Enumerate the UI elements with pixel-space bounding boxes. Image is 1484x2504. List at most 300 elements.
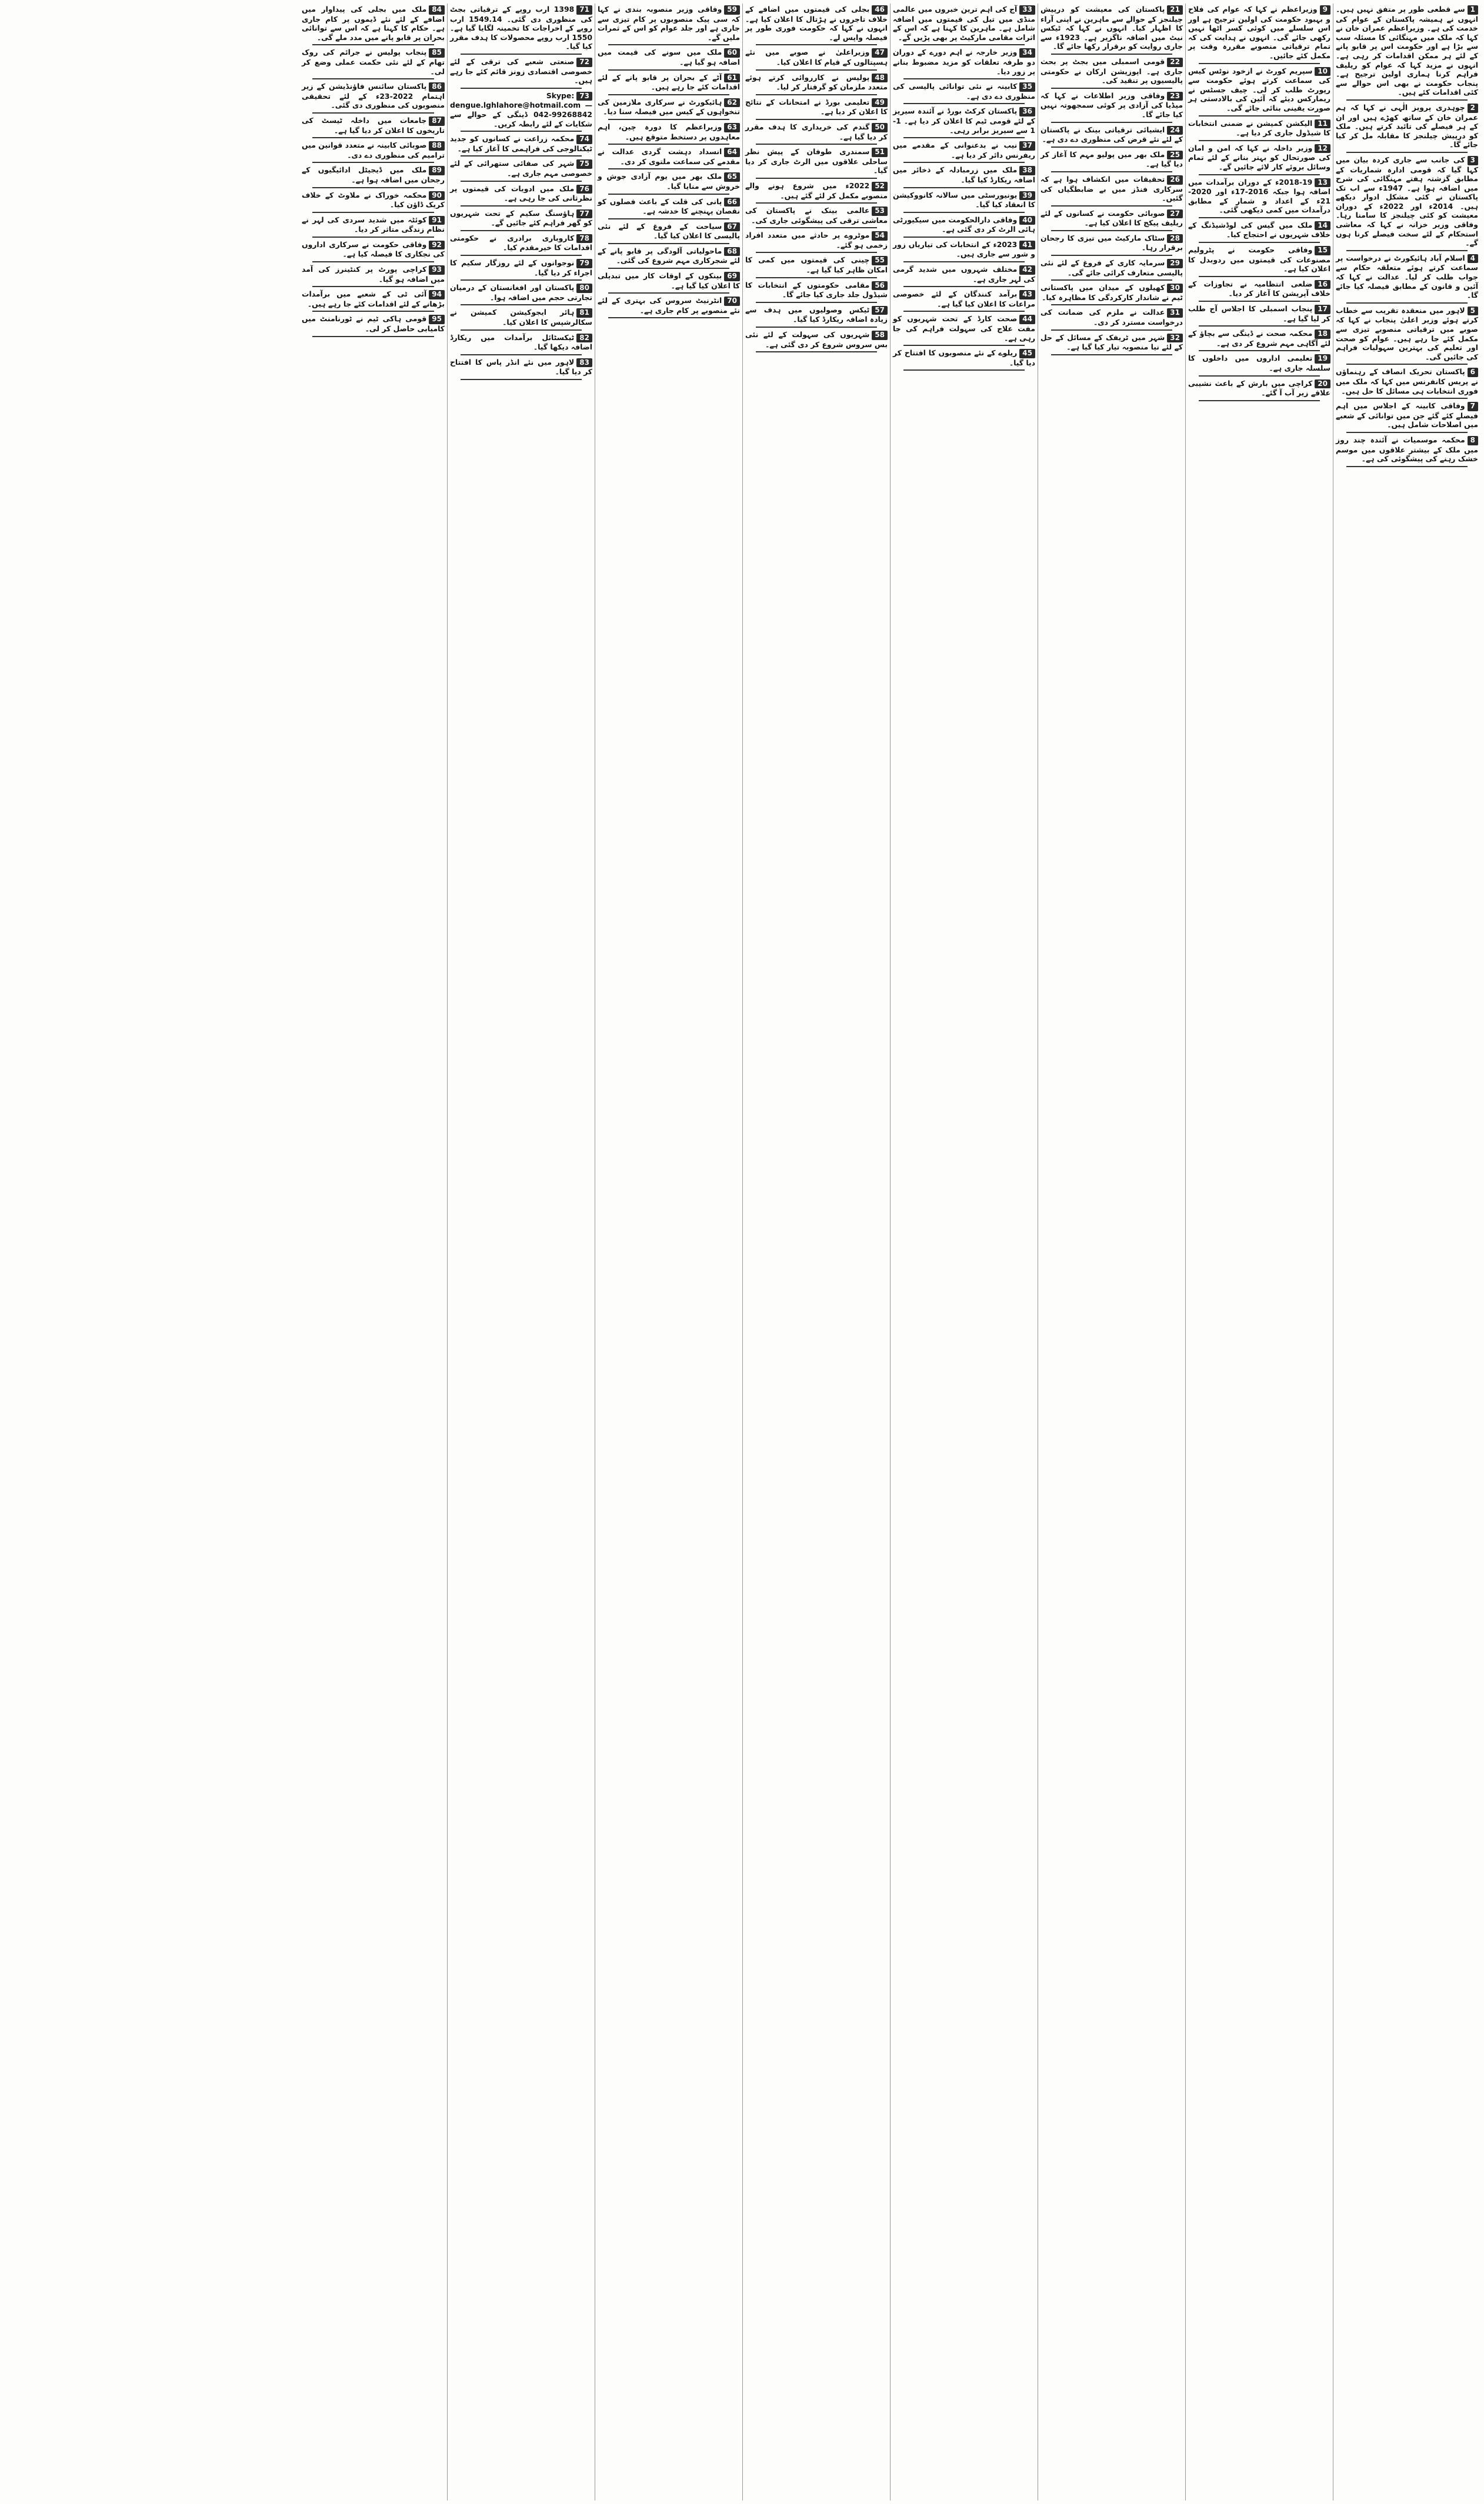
item-body-text: پاکستان کرکٹ بورڈ نے آئندہ سیریز کے لئے قومی ٹیم کا اعلان کر دیا ہے۔ 1-1 سے سیریز برابر رہی۔ (893, 106, 1035, 135)
news-item (745, 206, 888, 225)
item-divider (1199, 217, 1320, 218)
item-body-text: تعلیمی بورڈ نے امتحانات کے نتائج کا اعلان کر دیا ہے۔ (745, 97, 888, 116)
item-body-text: کوئٹہ میں شدید سردی کی لہر نے نظام زندگی متاثر کر دیا۔ (302, 215, 445, 234)
item-body-text: وفاقی حکومت نے سرکاری اداروں کی نجکاری کا فیصلہ کیا ہے۔ (302, 239, 445, 259)
item-number-badge: 16 (1315, 280, 1330, 289)
news-item (450, 358, 592, 377)
news-item (1336, 5, 1478, 97)
item-number-badge: 54 (872, 231, 888, 241)
item-body-text: عدالت نے ملزم کی ضمانت کی درخواست مسترد کر دی۔ (1041, 308, 1183, 327)
news-item (893, 165, 1035, 184)
news-item (302, 314, 445, 333)
news-item (302, 116, 445, 135)
news-item (1041, 283, 1183, 302)
item-divider (756, 119, 877, 120)
item-number-badge: 77 (576, 209, 592, 219)
news-item (745, 147, 888, 175)
item-body-text: کی جانب سے جاری کردہ بیان میں کہا گیا کہ قومی ادارہ شماریات کے مطابق گزشتہ ہفتے مہنگائی کی شرح میں اضافہ ہوا ہے۔ 1947ء سے اب تک پاکستان نے کئی مشکل ادوار دیکھے ہیں۔ 2014ء اور 2022ء کے دوران معیشت کو کئی چیلنجز کا سامنا رہا۔ وفاقی وزیر خزانہ نے کہا کہ معاشی استحکام کے لئے سخت فیصلے کرنا ہوں گے۔ (1336, 155, 1478, 248)
item-body-text: کھیلوں کے میدان میں پاکستانی ٹیم نے شاندار کارکردگی کا مظاہرہ کیا۔ (1041, 283, 1183, 302)
item-body-text: موٹروے پر حادثے میں متعدد افراد زخمی ہو گئے۔ (745, 231, 888, 249)
news-item (893, 265, 1035, 284)
item-body-text: بینکوں کے اوقات کار میں تبدیلی کا اعلان کیا گیا ہے۔ (598, 271, 740, 290)
item-number-badge: 8 (1468, 436, 1478, 445)
news-item (302, 141, 445, 159)
item-number-badge: 13 (1315, 178, 1330, 188)
item-number-badge: 75 (576, 159, 592, 169)
item-body-text: لاہور میں نئے انڈر پاس کا افتتاح کر دیا گیا۔ (450, 357, 592, 377)
news-item (893, 215, 1035, 234)
item-number-badge: 35 (1019, 82, 1035, 92)
columns-container (4, 4, 1480, 2500)
item-body-text: پاکستان اور افغانستان کے درمیان تجارتی حجم میں اضافہ ہوا۔ (450, 283, 592, 302)
news-item (1041, 5, 1183, 51)
news-item (1041, 258, 1183, 277)
item-divider (1199, 63, 1320, 64)
item-divider (1051, 171, 1172, 172)
item-divider (756, 144, 877, 145)
news-item (1188, 66, 1330, 113)
item-number-badge: 42 (1019, 265, 1035, 275)
item-divider (1346, 250, 1468, 251)
item-divider (756, 351, 877, 352)
item-divider (312, 237, 434, 238)
item-body-text: چینی کی قیمتوں میں کمی کا امکان ظاہر کیا گیا ہے۔ (745, 255, 888, 275)
item-number-badge: 36 (1019, 107, 1035, 116)
item-number-badge: 95 (429, 315, 445, 324)
item-number-badge: 58 (872, 331, 888, 340)
item-body-text: پاکستان کی معیشت کو درپیش چیلنجز کے حوالے سے ماہرین نے اپنی آراء کا اظہار کیا۔ انہوں نے کہا کہ ٹیکس نیٹ میں اضافہ ناگزیر ہے۔ 1923ء سے جاری روایت کو برقرار رکھا جائے گا۔ (1041, 5, 1183, 51)
item-number-badge: 71 (576, 5, 592, 15)
news-item (598, 172, 740, 191)
item-number-badge: 68 (724, 247, 740, 257)
item-divider (903, 78, 1025, 79)
item-divider (312, 311, 434, 312)
news-item (598, 48, 740, 66)
item-number-badge: 60 (724, 48, 740, 58)
item-body-text: ایشیائی ترقیاتی بینک نے پاکستان کے لئے نئے قرض کی منظوری دے دی ہے۔ (1041, 125, 1183, 144)
item-divider (1199, 140, 1320, 141)
news-item (745, 98, 888, 116)
news-item (1188, 329, 1330, 348)
item-number-badge: 76 (576, 185, 592, 194)
item-body-text: صوبائی کابینہ نے متعدد قوانین میں ترامیم کی منظوری دے دی۔ (302, 141, 445, 159)
news-item (1336, 103, 1478, 149)
item-body-text: شہریوں کی سہولت کے لئے نئی بس سروس شروع کر دی گئی ہے۔ (745, 330, 888, 349)
item-number-badge: 20 (1315, 379, 1330, 389)
item-divider (461, 181, 582, 182)
item-body-text: ملک میں گیس کی لوڈشیڈنگ کے خلاف شہریوں نے احتجاج کیا۔ (1188, 220, 1330, 239)
item-body-text: سیاحت کے فروغ کے لئے نئی پالیسی کا اعلان کیا گیا۔ (598, 221, 740, 241)
item-number-badge: 39 (1019, 191, 1035, 201)
item-body-text: تعلیمی اداروں میں داخلوں کا سلسلہ جاری ہے۔ (1188, 354, 1330, 372)
item-divider (608, 168, 729, 169)
item-number-badge: 33 (1019, 5, 1035, 15)
item-number-badge: 11 (1315, 119, 1330, 129)
news-item (1336, 306, 1478, 362)
item-number-badge: 65 (724, 172, 740, 182)
item-body-text: وزیر خارجہ نے اہم دورے کے دوران دو طرفہ تعلقات کو مزید مضبوط بنانے پر زور دیا۔ (893, 48, 1035, 76)
item-body-text: آٹے کے بحران پر قابو پانے کے لئے اقدامات کئے جا رہے ہیں۔ (598, 72, 740, 92)
item-number-badge: 51 (872, 148, 888, 157)
item-number-badge: 73 (576, 92, 592, 101)
item-body-text: الیکشن کمیشن نے ضمنی انتخابات کا شیڈول جاری کر دیا ہے۔ (1188, 118, 1330, 138)
news-column (1185, 4, 1333, 2500)
item-divider (1051, 354, 1172, 355)
item-number-badge: 28 (1167, 234, 1183, 244)
item-number-badge: 57 (872, 306, 888, 315)
news-item (598, 98, 740, 116)
news-item (1041, 175, 1183, 203)
item-divider (461, 205, 582, 207)
item-number-badge: 89 (429, 166, 445, 175)
item-body-text: ٹیکس وصولیوں میں ہدف سے زیادہ اضافہ ریکارڈ کیا گیا۔ (745, 305, 888, 324)
item-body-text: ملک میں ڈیجیٹل ادائیگیوں کے رجحان میں اضافہ ہوا ہے۔ (302, 165, 445, 184)
item-number-badge: 81 (576, 308, 592, 318)
item-body-text: ریلوے کے نئے منصوبوں کا افتتاح کر دیا گیا۔ (893, 348, 1035, 367)
item-number-badge: 31 (1167, 308, 1183, 318)
item-body-text: سے قطعی طور پر متفق نہیں ہیں۔ انہوں نے ہمیشہ پاکستان کے عوام کی خدمت کی ہے۔ وزیراعظم عمران خان نے کہا کہ ملک میں مہنگائی کا مسئلہ سب سے بڑا ہے اور حکومت اس پر قابو پانے کے لئے ہر ممکن اقدامات کر رہی ہے۔ انہوں نے مزید کہا کہ عوام کو ریلیف فراہم کرنا ہماری اولین ترجیح ہے۔ پنجاب حکومت نے بھی اس حوالے سے کئی اقدامات کئے ہیں۔ (1336, 5, 1478, 97)
item-body-text: پاکستان تحریک انصاف کے رہنماؤں نے پریس کانفرنس میں کہا کہ ملک میں فوری انتخابات ہی مسائل کا حل ہیں۔ (1336, 367, 1478, 395)
item-body-text: مختلف شہروں میں شدید گرمی کی لہر جاری ہے۔ (893, 265, 1035, 284)
news-item (1188, 245, 1330, 274)
news-item (1041, 91, 1183, 119)
item-divider (903, 286, 1025, 287)
item-number-badge: 49 (872, 98, 888, 108)
news-item (1188, 354, 1330, 372)
item-divider (1346, 302, 1468, 304)
item-body-text: اسلام آباد ہائیکورٹ نے درخواست پر سماعت کرتے ہوئے متعلقہ حکام سے جواب طلب کر لیا۔ عدالت نے کہا کہ آئین و قانون کے مطابق فیصلہ کیا جائے گا۔ (1336, 253, 1478, 300)
news-item (745, 305, 888, 324)
news-item (1188, 5, 1330, 61)
item-number-badge: 2 (1468, 104, 1478, 113)
item-body-text: ملک بھر میں پولیو مہم کا آغاز کر دیا گیا ہے۔ (1041, 149, 1183, 169)
item-number-badge: 53 (872, 207, 888, 216)
item-divider (903, 345, 1025, 346)
item-divider (312, 112, 434, 114)
item-divider (608, 94, 729, 95)
news-item (1336, 401, 1478, 429)
item-body-text: جامعات میں داخلہ ٹیسٹ کی تاریخوں کا اعلان کر دیا گیا ہے۔ (302, 115, 445, 135)
news-item (598, 247, 740, 265)
item-divider (608, 292, 729, 294)
item-divider (903, 261, 1025, 262)
item-body-text: ضلعی انتظامیہ نے تجاوزات کے خلاف آپریشن کا آغاز کر دیا۔ (1188, 279, 1330, 298)
news-item (893, 348, 1035, 367)
item-number-badge: 85 (429, 48, 445, 58)
item-divider (461, 379, 582, 380)
item-divider (1346, 364, 1468, 365)
item-body-text: سٹاک مارکیٹ میں تیزی کا رجحان برقرار رہا۔ (1041, 233, 1183, 252)
item-body-text: 2023ء کے انتخابات کی تیاریاں زور و شور سے جاری ہیں۔ (893, 239, 1035, 259)
item-body-text: 2022ء میں شروع ہونے والے منصوبے مکمل کر لئے گئے ہیں۔ (745, 181, 888, 200)
item-number-badge: 88 (429, 141, 445, 151)
item-divider (1051, 230, 1172, 231)
item-divider (1199, 242, 1320, 243)
item-divider (461, 279, 582, 281)
item-number-badge: 72 (576, 58, 592, 67)
item-divider (608, 144, 729, 145)
item-divider (903, 237, 1025, 238)
item-body-text: سرمایہ کاری کے فروغ کے لئے نئی پالیسی متعارف کرائی جائے گی۔ (1041, 258, 1183, 277)
item-divider (903, 311, 1025, 312)
item-divider (756, 227, 877, 228)
item-body-text: محکمہ زراعت نے کسانوں کو جدید ٹیکنالوجی کی فراہمی کا آغاز کیا ہے۔ (450, 134, 592, 153)
news-item (745, 73, 888, 92)
item-body-text: محکمہ خوراک نے ملاوٹ کے خلاف کریک ڈاؤن کیا۔ (302, 190, 445, 209)
news-item (302, 215, 445, 234)
item-body-text: آج کی اہم ترین خبروں میں عالمی منڈی میں تیل کی قیمتوں میں اضافہ شامل ہے۔ ماہرین کا کہنا ہے کہ اس کے اثرات مقامی مارکیٹ پر بھی پڑیں گے۔ (893, 5, 1035, 42)
item-divider (1346, 398, 1468, 399)
item-body-text: برآمد کنندگان کے لئے خصوصی مراعات کا اعلان کیا گیا ہے۔ (893, 289, 1035, 308)
item-number-badge: 59 (724, 5, 740, 15)
news-item (1336, 367, 1478, 395)
item-body-text: ملک بھر میں یوم آزادی جوش و خروش سے منایا گیا۔ (598, 172, 740, 191)
item-body-text: پانی کی قلت کے باعث فصلوں کو نقصان پہنچنے کا خدشہ ہے۔ (598, 197, 740, 216)
news-item (302, 5, 445, 42)
item-number-badge: 70 (724, 297, 740, 306)
item-body-text: وفاقی کابینہ کے اجلاس میں اہم فیصلے کئے گئے جن میں توانائی کے شعبے میں اصلاحات شامل ہیں۔ (1336, 401, 1478, 429)
item-body-text: سپریم کورٹ نے ازخود نوٹس کیس کی سماعت کرتے ہوئے حکومت سے رپورٹ طلب کر لی۔ چیف جسٹس نے ریمارکس دیئے کہ آئین کی بالادستی ہر صورت یقینی بنائی جائے گی۔ (1188, 66, 1330, 112)
item-divider (312, 261, 434, 262)
item-body-text: محکمہ موسمیات نے آئندہ چند روز میں ملک کے بیشتر علاقوں میں موسم خشک رہنے کی پیشگوئی کی ہے۔ (1336, 435, 1478, 464)
item-body-text: نیب نے بدعنوانی کے مقدمے میں ریفرنس دائر کر دیا ہے۔ (893, 141, 1035, 159)
item-body-text: چوہدری پرویز الٰہی نے کہا کہ ہم عمران خان کے ساتھ کھڑے ہیں اور ان کے ہر فیصلے کی تائید کرتے ہیں۔ ملک کو درپیش چیلنجز کا مقابلہ مل کر کیا جائے گا۔ (1336, 102, 1478, 149)
news-item (745, 330, 888, 349)
item-divider (1199, 325, 1320, 327)
item-divider (903, 137, 1025, 138)
item-body-text: نوجوانوں کے لئے روزگار سکیم کا اجراء کر دیا گیا۔ (450, 258, 592, 277)
item-divider (756, 178, 877, 179)
news-item (745, 181, 888, 200)
item-body-text: کراچی میں بارش کے باعث نشیبی علاقے زیر آب آ گئے۔ (1188, 378, 1330, 398)
item-body-text: آئی ٹی کے شعبے میں برآمدات بڑھانے کے لئے اقدامات کئے جا رہے ہیں۔ (302, 289, 445, 308)
item-number-badge: 3 (1468, 156, 1478, 165)
item-divider (461, 155, 582, 156)
news-item (302, 82, 445, 110)
item-body-text: 2018-19ء کے دوران برآمدات میں اضافہ ہوا جبکہ 2016-17ء اور 2020-21ء کے اعداد و شمار کے مطابق درآمدات میں کمی دیکھی گئی۔ (1188, 177, 1331, 215)
item-divider (1199, 375, 1320, 377)
item-divider (312, 336, 434, 337)
item-number-badge: 15 (1315, 246, 1330, 255)
item-number-badge: 27 (1167, 209, 1183, 219)
news-item (745, 48, 888, 66)
item-number-badge: 32 (1167, 334, 1183, 343)
news-item (893, 5, 1035, 42)
news-item (598, 271, 740, 290)
item-number-badge: 5 (1468, 307, 1478, 316)
item-body-text: سمندری طوفان کے پیش نظر ساحلی علاقوں میں الرٹ جاری کر دیا گیا۔ (745, 147, 888, 175)
news-item (598, 122, 740, 141)
item-divider (756, 69, 877, 71)
item-number-badge: 24 (1167, 126, 1183, 135)
item-body-text: ملک میں زرمبادلہ کے ذخائر میں اضافہ ریکارڈ کیا گیا۔ (893, 165, 1035, 184)
item-divider (461, 354, 582, 355)
item-body-text: پولیس نے کارروائی کرتے ہوئے متعدد ملزمان کو گرفتار کر لیا۔ (745, 72, 888, 92)
item-number-badge: 14 (1315, 221, 1330, 231)
item-divider (1346, 466, 1468, 467)
news-item (598, 296, 740, 315)
item-number-badge: 4 (1468, 254, 1478, 264)
item-body-text: یونیورسٹی میں سالانہ کانووکیشن کا انعقاد کیا گیا۔ (893, 190, 1035, 209)
item-divider (903, 162, 1025, 163)
item-number-badge: 91 (429, 216, 445, 225)
item-body-text: 1398 ارب روپے کے ترقیاتی بجٹ کی منظوری دی گئی۔ 1549.14 ارب روپے کے اخراجات کا تخمینہ لگایا گیا ہے۔ 1550 ارب روپے محصولات کا ہدف مقرر کیا گیا۔ (450, 5, 592, 51)
item-body-text: پنجاب اسمبلی کا اجلاس آج طلب کر لیا گیا ہے۔ (1188, 304, 1330, 323)
item-number-badge: 29 (1167, 259, 1183, 268)
news-column (890, 4, 1038, 2500)
item-number-badge: 25 (1167, 151, 1183, 160)
news-item (302, 48, 445, 76)
item-number-badge: 22 (1167, 58, 1183, 67)
news-item (745, 255, 888, 274)
item-body-text: شہر کی صفائی ستھرائی کے لئے خصوصی مہم جاری ہے۔ (450, 159, 592, 178)
item-divider (461, 131, 582, 132)
item-body-text: وفاقی وزیر منصوبہ بندی نے کہا کہ سی پیک منصوبوں پر کام تیزی سے جاری ہے اور جلد عوام کو اس کے ثمرات ملیں گے۔ (598, 5, 740, 42)
item-body-text: کراچی پورٹ پر کنٹینرز کی آمد میں اضافہ ہو گیا۔ (302, 265, 445, 284)
news-item (1041, 308, 1183, 327)
item-divider (756, 302, 877, 303)
item-divider (461, 230, 582, 231)
item-body-text: کابینہ نے نئی توانائی پالیسی کی منظوری دے دی ہے۔ (893, 82, 1035, 101)
item-divider (903, 44, 1025, 45)
item-number-badge: 40 (1019, 216, 1035, 225)
item-divider (461, 255, 582, 256)
news-item (450, 209, 592, 228)
item-divider (312, 78, 434, 79)
item-divider (1199, 174, 1320, 175)
item-body-text: کاروباری برادری نے حکومتی اقدامات کا خیرمقدم کیا۔ (450, 233, 592, 252)
item-number-badge: 12 (1315, 144, 1330, 154)
news-item (450, 234, 592, 252)
item-divider (1051, 205, 1172, 207)
item-body-text: قومی ہاکی ٹیم نے ٹورنامنٹ میں کامیابی حاصل کر لی۔ (302, 314, 445, 334)
news-item (745, 122, 888, 141)
news-item (450, 184, 592, 203)
news-item (1188, 178, 1330, 215)
news-item (1041, 57, 1183, 85)
item-body-text: انٹرنیٹ سروس کی بہتری کے لئے نئے منصوبے پر کام جاری ہے۔ (598, 296, 740, 315)
news-item (450, 258, 592, 277)
item-number-badge: 6 (1468, 368, 1478, 377)
item-number-badge: 56 (872, 281, 888, 291)
item-body-text: ہائر ایجوکیشن کمیشن نے سکالرشپس کا اعلان کیا۔ (450, 308, 592, 327)
news-item (893, 240, 1035, 259)
item-divider (461, 88, 582, 89)
item-divider (608, 69, 729, 71)
item-number-badge: 84 (429, 5, 445, 15)
item-divider (1346, 432, 1468, 433)
item-body-text: ملک میں بجلی کی پیداوار میں اضافے کے لئے نئے ڈیموں پر کام جاری ہے۔ حکام کا کہنا ہے کہ اس سے توانائی بحران پر قابو پانے میں مدد ملے گی۔ (302, 5, 445, 42)
item-body-text: وزیراعلیٰ نے صوبے میں نئے ہسپتالوں کے قیام کا اعلان کیا۔ (745, 48, 888, 66)
item-body-text: لاہور میں منعقدہ تقریب سے خطاب کرتے ہوئے وزیر اعلیٰ پنجاب نے کہا کہ صوبے میں ترقیاتی منصوبے تیزی سے مکمل کئے جا رہے ہیں۔ عوام کو صحت اور تعلیم کی بہترین سہولیات فراہم کی جائیں گی۔ (1336, 305, 1478, 361)
item-divider (903, 212, 1025, 213)
item-divider (312, 187, 434, 188)
news-item (893, 141, 1035, 159)
item-number-badge: 41 (1019, 241, 1035, 250)
item-body-text: تحقیقات میں انکشاف ہوا ہے کہ سرکاری فنڈز میں بے ضابطگیاں کی گئیں۔ (1041, 174, 1183, 203)
item-number-badge: 50 (872, 123, 888, 132)
item-body-text: عالمی بینک نے پاکستان کی معاشی ترقی کی پیشگوئی جاری کی۔ (745, 206, 888, 225)
item-number-badge: 43 (1019, 290, 1035, 299)
item-divider (1199, 350, 1320, 351)
news-item (302, 265, 445, 284)
news-item (598, 197, 740, 216)
item-divider (312, 162, 434, 163)
news-column (1038, 4, 1185, 2500)
item-body-text: مقامی حکومتوں کے انتخابات کا شیڈول جلد جاری کیا جائے گا۔ (745, 280, 888, 299)
item-number-badge: 66 (724, 198, 740, 207)
item-number-badge: 23 (1167, 92, 1183, 101)
item-body-text: وزیر داخلہ نے کہا کہ امن و امان کی صورتحال کو بہتر بنانے کے لئے تمام وسائل بروئے کار لائے جائیں گے۔ (1188, 143, 1330, 171)
item-divider (1051, 54, 1172, 55)
item-divider (1051, 304, 1172, 305)
news-item (598, 5, 740, 42)
news-item (450, 159, 592, 178)
item-body-text: Skype: dengue.lghlahore@hotmail.com — 042-99268842 ڈینگی کے حوالے سے شکایات کے لئے رابطہ کریں۔ (450, 91, 592, 128)
news-column (299, 4, 447, 2500)
news-item (302, 165, 445, 184)
item-number-badge: 34 (1019, 48, 1035, 58)
item-body-text: وزیراعظم نے کہا کہ عوام کی فلاح و بہبود حکومت کی اولین ترجیح ہے اور اس سلسلے میں کوئی کسر اٹھا نہیں رکھی جائے گی۔ انہوں نے ہدایت کی کہ تمام ترقیاتی منصوبے مقررہ وقت پر مکمل کئے جائیں۔ (1188, 5, 1330, 60)
item-body-text: قومی اسمبلی میں بجٹ پر بحث جاری ہے۔ اپوزیشن ارکان نے حکومتی پالیسیوں پر تنقید کی۔ (1041, 56, 1183, 85)
item-divider (1051, 122, 1172, 123)
news-item (1336, 254, 1478, 300)
news-item (1336, 435, 1478, 464)
item-divider (1051, 255, 1172, 256)
item-number-badge: 87 (429, 116, 445, 126)
item-divider (312, 137, 434, 138)
news-item (450, 283, 592, 302)
news-item (1041, 209, 1183, 228)
item-body-text: شہر میں ٹریفک کے مسائل کے حل کے لئے نیا منصوبہ تیار کیا گیا ہے۔ (1041, 332, 1183, 352)
news-item (1041, 125, 1183, 144)
item-divider (756, 44, 877, 45)
item-body-text: صوبائی حکومت نے کسانوں کے لئے ریلیف پیکج کا اعلان کیا ہے۔ (1041, 208, 1183, 228)
news-item (893, 106, 1035, 135)
news-item (1188, 379, 1330, 398)
item-body-text: ماحولیاتی آلودگی پر قابو پانے کے لئے شجرکاری مہم شروع کی گئی۔ (598, 246, 740, 265)
item-number-badge: 93 (429, 265, 445, 275)
news-item (1188, 144, 1330, 172)
news-item (450, 5, 592, 51)
item-divider (1199, 301, 1320, 302)
item-number-badge: 78 (576, 234, 592, 244)
item-divider (1199, 276, 1320, 277)
news-column (1333, 4, 1480, 2500)
item-divider (756, 252, 877, 253)
item-number-badge: 69 (724, 272, 740, 281)
item-divider (608, 317, 729, 318)
item-divider (608, 218, 729, 219)
item-divider (756, 327, 877, 328)
item-number-badge: 26 (1167, 175, 1183, 185)
news-item (893, 191, 1035, 209)
item-divider (312, 44, 434, 45)
item-body-text: گندم کی خریداری کا ہدف مقرر کر دیا گیا ہے۔ (745, 122, 888, 141)
item-divider (1051, 88, 1172, 89)
news-item (745, 5, 888, 42)
item-body-text: ٹیکسٹائل برآمدات میں ریکارڈ اضافہ دیکھا گیا۔ (450, 332, 592, 352)
item-body-text: وزیراعظم کا دورہ چین، اہم معاہدوں پر دستخط متوقع ہیں۔ (598, 122, 740, 141)
news-item (450, 134, 592, 153)
item-number-badge: 61 (724, 74, 740, 83)
item-number-badge: 80 (576, 284, 592, 293)
item-number-badge: 30 (1167, 284, 1183, 293)
news-item (893, 314, 1035, 342)
item-divider (1346, 152, 1468, 153)
item-divider (756, 202, 877, 204)
news-item (302, 191, 445, 209)
